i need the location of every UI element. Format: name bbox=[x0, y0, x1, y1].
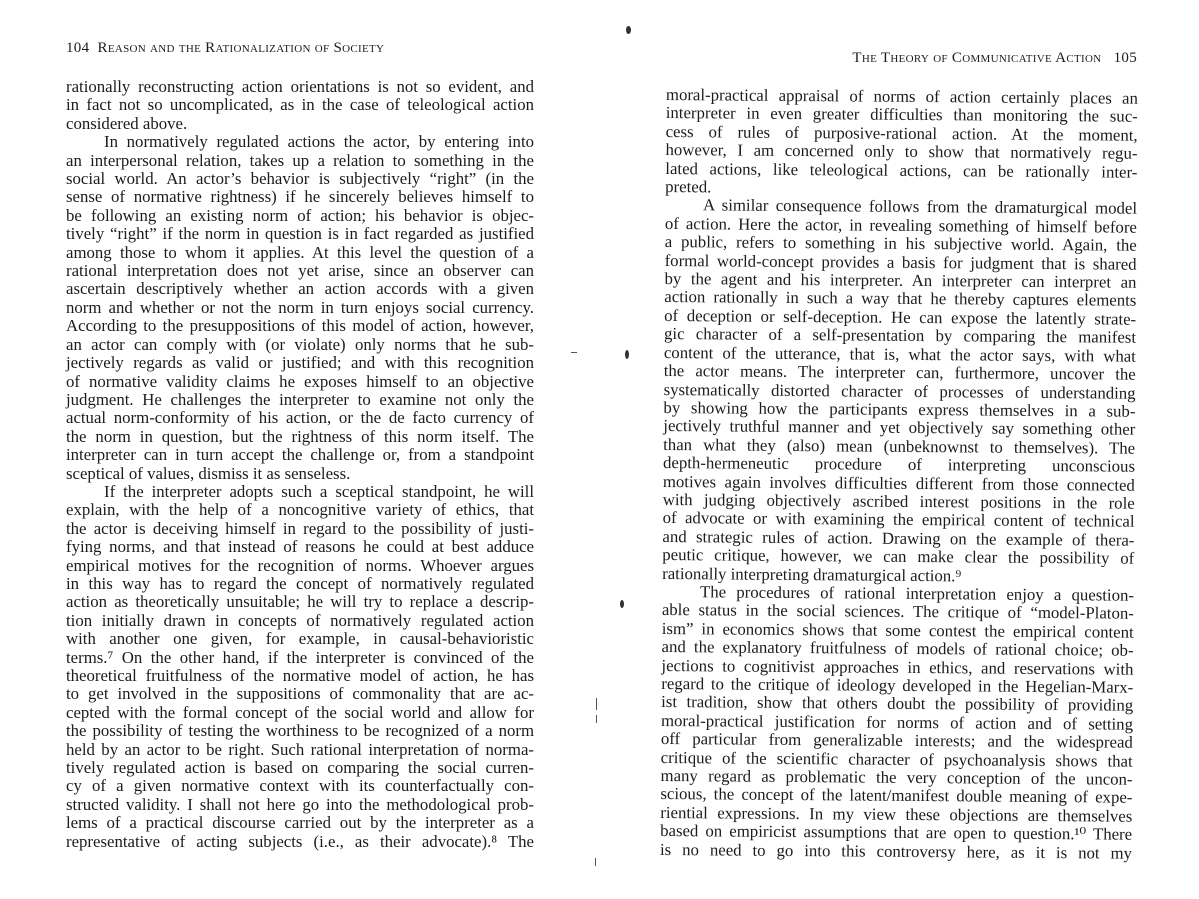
text-line: to get involved in the suppositions of commonality that are ac- bbox=[66, 684, 534, 704]
text-line: jections to cognitivist approaches in ethics, and reservations with bbox=[661, 655, 1134, 679]
text-line: however, I am concerned only to show that normatively regu- bbox=[665, 140, 1138, 163]
text-line: an interpersonal relation, takes up a relation to something in the bbox=[66, 150, 534, 170]
text-line: be following an existing norm of action; his behavior is objec- bbox=[66, 205, 534, 225]
text-line: jectively regards as valid or justified; and with this recognition bbox=[66, 353, 534, 373]
right-running-title: The Theory of Communicative Action bbox=[852, 50, 1102, 66]
text-line: formal world-concept provides a basis for judgment that is shared bbox=[664, 250, 1137, 274]
text-line: interpreter can in turn accept the challenge or, from a standpoint bbox=[66, 445, 534, 465]
text-line: rationally reconstructing action orientations is not so evident, and bbox=[66, 77, 534, 96]
text-line: systematically distorted character of processes of understanding bbox=[663, 379, 1136, 403]
text-line: among those to whom it applies. At this level the question of a bbox=[66, 242, 534, 262]
text-line: empirical motives for the recognition of norms. Whoever argues bbox=[66, 555, 534, 575]
text-line: and the explanatory fruitfulness of models of rational choice; ob- bbox=[661, 637, 1134, 660]
text-line: held by an actor to be right. Such rational interpretation of norma- bbox=[66, 739, 534, 759]
text-line: with judging objectively ascribed interest positions in the role bbox=[662, 489, 1135, 513]
text-line: norm and whether or not the norm in turn enjoys social currency. bbox=[66, 297, 534, 317]
text-line: depth-hermeneutic procedure of interpreting unconscious bbox=[662, 453, 1136, 476]
text-line: moral-practical appraisal of norms of action certainly places an bbox=[665, 85, 1138, 108]
text-line: critique of the scientific character of psychoanalysis shows that bbox=[660, 747, 1133, 771]
text-line: gic character of a self-presentation by comparing the manifest bbox=[663, 324, 1137, 347]
text-line: of normative validity claims he exposes himself to an objective bbox=[66, 371, 534, 391]
text-line: lated actions, like teleological actions, can be rationally inter- bbox=[665, 158, 1138, 182]
text-line: an actor can comply with (or violate) only norms that he sub- bbox=[66, 334, 534, 354]
text-line: sceptical of values, dismiss it as senseless. bbox=[66, 463, 351, 483]
text-line: in this way has to regard the concept of normatively regulated bbox=[66, 573, 534, 593]
text-line: The procedures of rational interpretation enjoy a question- bbox=[699, 582, 1135, 605]
text-line: According to the presuppositions of this model of action, however, bbox=[66, 316, 534, 336]
text-line: social world. An actor’s behavior is subjectively “right” (in the bbox=[66, 169, 534, 189]
text-line: than what they (also) mean (unbeknownst to themselves). The bbox=[663, 434, 1136, 458]
text-line: structed validity. I shall not here go into the methodological prob- bbox=[66, 794, 534, 814]
text-line: many regard as problematic the very conception of the uncon- bbox=[660, 766, 1133, 789]
text-line: explain, with the help of a noncognitive variety of ethics, that bbox=[66, 500, 534, 520]
text-line: sense of normative rightness) if he sincerely believes himself to bbox=[66, 187, 534, 207]
text-line: the norm in question, but the rightness of this norm itself. The bbox=[66, 426, 534, 446]
text-line: by the agent and his interpreter. An interpreter can interpret an bbox=[664, 269, 1137, 292]
text-line: able status in the social sciences. The critique of “model-Platon- bbox=[661, 600, 1134, 624]
left-page-header bbox=[66, 40, 384, 57]
text-line: terms.⁷ On the other hand, if the interpreter is convinced of the bbox=[66, 647, 534, 667]
text-line: ism” in economics shows that some contest the empirical content bbox=[661, 618, 1134, 642]
gutter-speck bbox=[620, 600, 624, 608]
text-line: preted. bbox=[665, 177, 712, 197]
right-page-header bbox=[852, 50, 1137, 67]
text-line: riential expressions. In my view these objections are themselves bbox=[660, 802, 1133, 826]
text-line: of action. Here the actor, in revealing something of himself before bbox=[664, 213, 1137, 237]
text-line: cess of rules of purposive-rational action. At the moment, bbox=[665, 121, 1138, 145]
gutter-speck bbox=[626, 26, 631, 34]
text-line: regard to the critique of ideology developed in the Hegelian-Marx- bbox=[661, 673, 1134, 697]
text-line: based on empiricist assumptions that are open to question.¹⁰ There bbox=[660, 821, 1133, 844]
text-line: fying norms, and that instead of reasons he could at best adduce bbox=[66, 537, 534, 557]
text-line: ascertain descriptively whether an action accords with a given bbox=[66, 279, 534, 299]
text-line: by showing how the participants express themselves in a sub- bbox=[663, 397, 1136, 421]
text-line: jectively truthful manner and yet objectively say something other bbox=[663, 416, 1136, 440]
text-line: cepted with the formal concept of the social world and allow for bbox=[66, 702, 534, 722]
text-line: action as theoretically unsuitable; he will try to replace a descrip- bbox=[66, 592, 534, 612]
text-line: cy of a given normative context with its counterfactually con- bbox=[66, 776, 534, 796]
text-line: scious, the concept of the latent/manifest double meaning of expe- bbox=[660, 784, 1133, 808]
gutter-speck bbox=[596, 698, 597, 710]
text-line: In normatively regulated actions the actor, by entering into bbox=[104, 132, 534, 152]
gutter-speck bbox=[625, 350, 629, 359]
text-line: theoretical fruitfulness of the normative model of action, he has bbox=[66, 666, 534, 685]
text-line: A similar consequence follows from the dramaturgical model bbox=[702, 195, 1138, 219]
text-line: of advocate or with examining the empirical content of technical bbox=[662, 508, 1135, 532]
left-page-number: 104 bbox=[66, 40, 90, 56]
text-line: peutic critique, however, we can make clear the possibility of bbox=[662, 545, 1135, 568]
text-line: actual norm-conformity of his action, or the de facto currency of bbox=[66, 408, 534, 428]
text-line: lems of a practical discourse carried out by the interpreter as a bbox=[66, 813, 534, 833]
right-page-number: 105 bbox=[1113, 50, 1137, 66]
text-line: rational interpretation does not yet arise, since an observer can bbox=[66, 261, 534, 281]
text-line: and strategic rules of action. Drawing on the example of thera- bbox=[662, 526, 1135, 550]
text-line: is no need to go into this controversy here, as it is not my bbox=[659, 839, 1133, 863]
text-line: off particular from generalizable interests; and the widespread bbox=[660, 729, 1133, 752]
text-line: considered above. bbox=[66, 113, 188, 133]
left-running-title: Reason and the Rationalization of Society bbox=[97, 40, 385, 56]
gutter-speck bbox=[596, 715, 597, 723]
left-page-body bbox=[66, 78, 534, 851]
text-line: content of the utterance, that is, what the actor says, with what bbox=[663, 342, 1136, 366]
text-line: with another one given, for example, in causal-behavioristic bbox=[66, 629, 534, 649]
text-line: interpreter in even greater difficulties than monitoring the suc- bbox=[665, 103, 1138, 127]
text-line: a public, refers to something in his subjective world. Again, the bbox=[664, 232, 1137, 255]
text-line: rationally interpreting dramaturgical action.⁹ bbox=[662, 563, 962, 585]
text-line: representative of acting subjects (i.e., as their advocate).⁸ The bbox=[66, 831, 534, 851]
text-line: the actor means. The interpreter can, furthermore, uncover the bbox=[663, 361, 1136, 384]
text-line: tively regulated action is based on comparing the social curren- bbox=[66, 758, 534, 778]
left-page bbox=[0, 0, 590, 899]
text-line: motives again involves difficulties different from those connected bbox=[662, 471, 1135, 495]
gutter-speck bbox=[571, 352, 577, 353]
text-line: action rationally in such a way that he thereby captures elements bbox=[664, 287, 1137, 311]
text-line: the actor is deceiving himself in regard to the possibility of justi- bbox=[66, 518, 534, 538]
text-line: moral-practical justification for norms of action and of setting bbox=[660, 710, 1134, 734]
text-line: of deception or self-deception. He can expose the latently strate- bbox=[664, 305, 1137, 329]
text-line: If the interpreter adopts such a sceptical standpoint, he will bbox=[104, 481, 534, 501]
gutter-speck bbox=[595, 858, 596, 866]
text-line: judgment. He challenges the interpreter to examine not only the bbox=[66, 389, 534, 409]
right-page bbox=[600, 0, 1199, 899]
text-line: tively “right” if the norm in question is in fact regarded as justified bbox=[66, 224, 534, 244]
text-line: ist tradition, show that others doubt the possibility of providing bbox=[661, 692, 1134, 716]
right-page-body bbox=[660, 86, 1138, 863]
text-line: in fact not so uncomplicated, as in the case of teleological action bbox=[66, 95, 534, 115]
text-line: the possibility of testing the worthiness to be recognized of a norm bbox=[66, 721, 534, 741]
text-line: tion initially drawn in concepts of normatively regulated action bbox=[66, 610, 534, 630]
